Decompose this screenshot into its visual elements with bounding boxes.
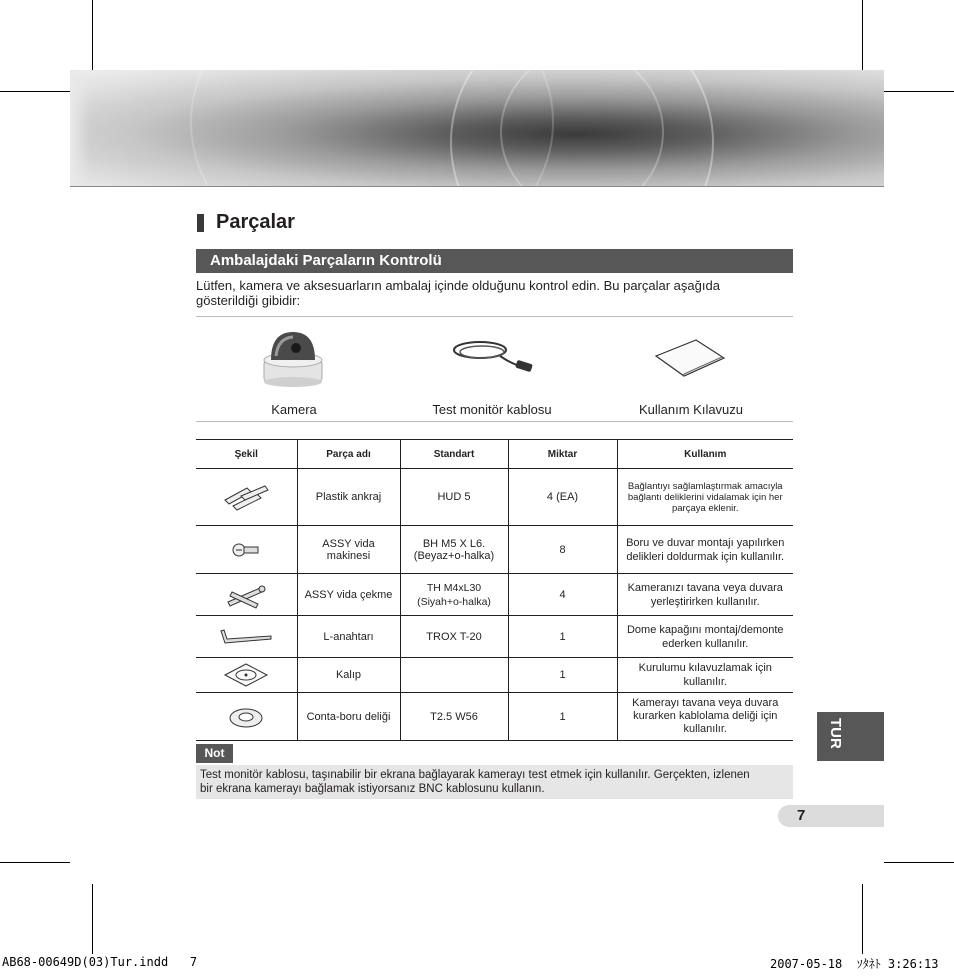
crop-mark — [0, 91, 70, 92]
part-qty: 1 — [508, 693, 617, 741]
usage-line: bağlantı deliklerini vidalamak için her — [627, 491, 783, 503]
standard-line: (Siyah+o-halka) — [417, 595, 491, 608]
template-icon — [196, 658, 297, 693]
table-row — [196, 526, 793, 574]
title-marker — [197, 214, 204, 232]
crop-mark — [92, 884, 93, 954]
intro-line: gösterildiği gibidir: — [196, 293, 301, 308]
tapping-screw-icon — [196, 574, 297, 616]
product-label-manual: Kullanım Kılavuzu — [638, 402, 744, 417]
part-standard — [400, 658, 508, 693]
part-usage — [617, 616, 793, 658]
page-title: Parçalar — [216, 211, 295, 233]
divider — [196, 421, 793, 422]
note-line: bir ekrana kamerayı bağlamak istiyorsanız BNC kablosunu kullanın. — [200, 783, 545, 795]
table-row — [196, 693, 793, 741]
header-banner — [70, 70, 884, 186]
machine-screw-icon — [196, 526, 297, 574]
standard-line: TH M4xL30 — [426, 581, 482, 594]
crop-mark — [92, 0, 93, 70]
part-standard: T2.5 W56 — [400, 693, 508, 741]
part-usage — [617, 469, 793, 526]
usage-line: yerleştirirken kullanılır. — [650, 595, 760, 608]
cable-icon — [450, 336, 536, 381]
crop-mark — [862, 0, 863, 70]
usage-line: Dome kapağını montaj/demonte — [626, 623, 784, 636]
product-label-camera: Kamera — [271, 402, 317, 417]
table-row — [196, 658, 793, 693]
part-standard — [400, 526, 508, 574]
part-name — [297, 526, 400, 574]
name-line: ASSY vida — [322, 537, 375, 550]
divider — [196, 316, 793, 317]
intro-text — [196, 278, 793, 308]
part-qty: 1 — [508, 658, 617, 693]
usage-line: Kameranızı tavana veya duvara — [627, 581, 783, 594]
banner-divider — [70, 186, 884, 187]
part-name: L-anahtarı — [297, 616, 400, 658]
part-qty: 1 — [508, 616, 617, 658]
usage-line: kurarken kablolama deliği için — [633, 710, 778, 722]
part-standard: TROX T-20 — [400, 616, 508, 658]
column-header: Şekil — [196, 440, 297, 469]
part-name: ASSY vida çekme — [297, 574, 400, 616]
usage-line: Boru ve duvar montajı yapılırken — [626, 536, 785, 549]
usage-line: parçaya eklenir. — [671, 502, 739, 514]
part-name: Conta-boru deliği — [297, 693, 400, 741]
table-row — [196, 574, 793, 616]
part-usage — [617, 658, 793, 693]
page-number-tab — [778, 805, 884, 827]
standard-line: (Beyaz+o-halka) — [413, 549, 495, 562]
column-header: Miktar — [508, 440, 617, 469]
part-name: Plastik ankraj — [297, 469, 400, 526]
usage-line: Bağlantıyı sağlamlaştırmak amacıyla — [627, 480, 783, 492]
standard-line: BH M5 X L6. — [422, 537, 486, 550]
part-usage — [617, 693, 793, 741]
part-qty: 4 (EA) — [508, 469, 617, 526]
part-qty: 8 — [508, 526, 617, 574]
crop-mark — [884, 862, 954, 863]
usage-line: kullanılır. — [683, 723, 727, 735]
part-qty: 4 — [508, 574, 617, 616]
crop-mark — [0, 862, 70, 863]
usage-line: kullanılır. — [683, 676, 727, 688]
usage-line: ederken kullanılır. — [662, 637, 749, 650]
usage-line: Kamerayı tavana veya duvara — [632, 697, 779, 709]
page-number: 7 — [797, 807, 806, 824]
table-row — [196, 469, 793, 526]
note-tag: Not — [196, 744, 233, 763]
table-row — [196, 616, 793, 658]
part-usage — [617, 526, 793, 574]
note-box — [196, 765, 793, 799]
parts-table — [196, 439, 793, 741]
part-usage — [617, 574, 793, 616]
intro-line: Lütfen, kamera ve aksesuarların ambalaj içinde olduğunu kontrol edin. Bu parçalar aşağıda — [196, 278, 720, 293]
name-line: makinesi — [326, 549, 371, 562]
column-header: Kullanım — [617, 440, 793, 469]
note-line: Test monitör kablosu, taşınabilir bir ekrana bağlayarak kamerayı test etmek için kullanılır. Gerçekten, izlenen — [200, 769, 750, 781]
crop-mark — [884, 91, 954, 92]
grommet-icon — [196, 693, 297, 741]
usage-line: delikleri doldurmak için kullanılır. — [626, 550, 785, 563]
crop-mark — [862, 884, 863, 954]
column-header: Parça adı — [297, 440, 400, 469]
language-tab — [817, 712, 884, 761]
usage-line: Kurulumu kılavuzlamak için — [638, 662, 772, 674]
dome-camera-icon — [262, 326, 324, 393]
language-tab-label: TUR — [827, 718, 844, 749]
section-heading: Ambalajdaki Parçaların Kontrolü — [196, 249, 793, 273]
l-wrench-icon — [196, 616, 297, 658]
part-standard — [400, 574, 508, 616]
table-header-row — [196, 440, 793, 469]
footer-file-info: AB68-00649D(03)Tur.indd 7 — [2, 955, 198, 969]
footer-timestamp: 2007-05-18 ｿﾀﾈﾄ 3:26:13 — [770, 957, 939, 971]
product-label-cable: Test monitör kablosu — [432, 402, 552, 417]
column-header: Standart — [400, 440, 508, 469]
part-name: Kalıp — [297, 658, 400, 693]
manual-icon — [652, 336, 728, 383]
plastic-anchor-icon — [196, 469, 297, 526]
part-standard: HUD 5 — [400, 469, 508, 526]
